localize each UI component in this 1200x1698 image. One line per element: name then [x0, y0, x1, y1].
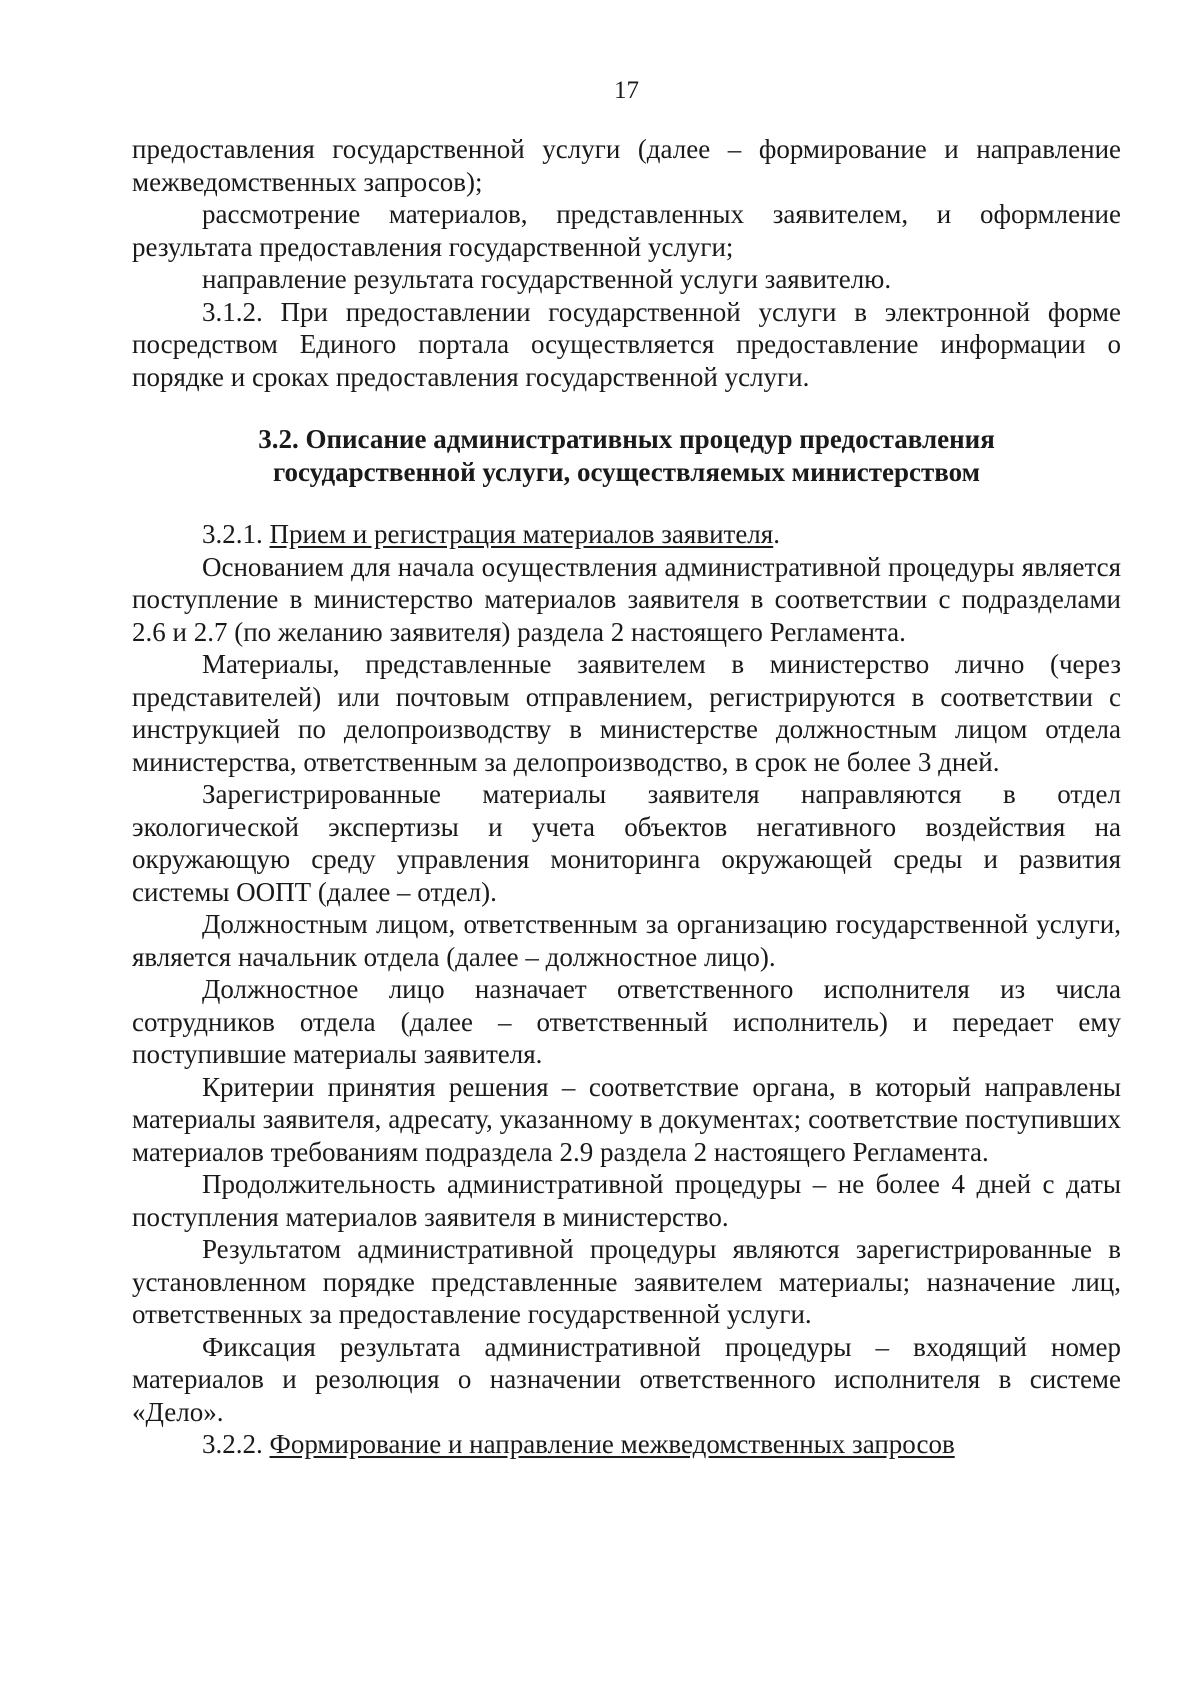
- paragraph: Критерии принятия решения – соответствие органа, в который направлены материалы заявителя, адресату, указанному в документах; соответствие поступивших материалов требованиям подраздела 2.9 раздела 2 настоящего Регламента.: [132, 1071, 1121, 1167]
- paragraph: Фиксация результата административной процедуры – входящий номер материалов и резолюция о назначении ответственного исполнителя в системе «Дело».: [132, 1331, 1121, 1427]
- document-body: [132, 133, 1121, 1461]
- subsection-title: Прием и регистрация материалов заявителя: [269, 519, 774, 549]
- paragraph: Должностное лицо назначает ответственного исполнителя из числа сотрудников отдела (далее – ответственный исполнитель) и передает ему поступившие материалы заявителя.: [132, 974, 1121, 1069]
- subsection-title-3-2-1: [132, 518, 1121, 551]
- section-heading: [132, 423, 1121, 488]
- section-heading-line: государственной услуги, осуществляемых министерством: [272, 456, 981, 487]
- paragraph: Основанием для начала осуществления административной процедуры является поступление в министерство материалов заявителя в соответствии с подразделами 2.6 и 2.7 (по желанию заявителя) раздела 2 настоящего Регламента.: [132, 551, 1121, 647]
- paragraph: направление результата государственной услуги заявителю.: [202, 264, 892, 294]
- paragraph: Результатом административной процедуры являются зарегистрированные в установленном порядке представленные заявителем материалы; назначение лиц, ответственных за предоставление государственной услуги.: [132, 1234, 1121, 1329]
- subsection-title-end: .: [773, 519, 780, 549]
- paragraph: 3.1.2. При предоставлении государственной услуги в электронной форме посредством Единого портала осуществляется предоставление информации о порядке и сроках предоставления государственной услуги.: [132, 296, 1121, 392]
- paragraph: Зарегистрированные материалы заявителя направляются в отдел экологической экспертизы и учета объектов негативного воздействия на окружающую среду управления мониторинга окружающей среды и развития системы ООПТ (далее – отдел).: [132, 779, 1121, 907]
- subsection-title: Формирование и направление межведомственных запросов: [269, 1429, 955, 1459]
- section-heading-line: 3.2. Описание административных процедур предоставления: [258, 424, 995, 454]
- paragraph: Продолжительность административной процедуры – не более 4 дней с даты поступления материалов заявителя в министерство.: [132, 1169, 1121, 1232]
- subsection-title-3-2-2: [132, 1428, 1121, 1461]
- subsection-number: 3.2.1.: [202, 519, 270, 549]
- paragraph: Должностным лицом, ответственным за организацию государственной услуги, является начальник отдела (далее – должностное лицо).: [132, 909, 1121, 972]
- paragraph: рассмотрение материалов, представленных заявителем, и оформление результата предоставления государственной услуги;: [132, 199, 1121, 262]
- subsection-number: 3.2.2.: [202, 1429, 270, 1459]
- paragraph: Материалы, представленные заявителем в министерство лично (через представителей) или почтовым отправлением, регистрируются в соответствии с инструкцией по делопроизводству в министерстве должностным лицом отдела министерства, ответственным за делопроизводство, в срок не более 3 дней.: [132, 649, 1121, 777]
- page-number: 17: [614, 77, 639, 104]
- paragraph: предоставления государственной услуги (далее – формирование и направление межведомственных запросов);: [132, 134, 1121, 197]
